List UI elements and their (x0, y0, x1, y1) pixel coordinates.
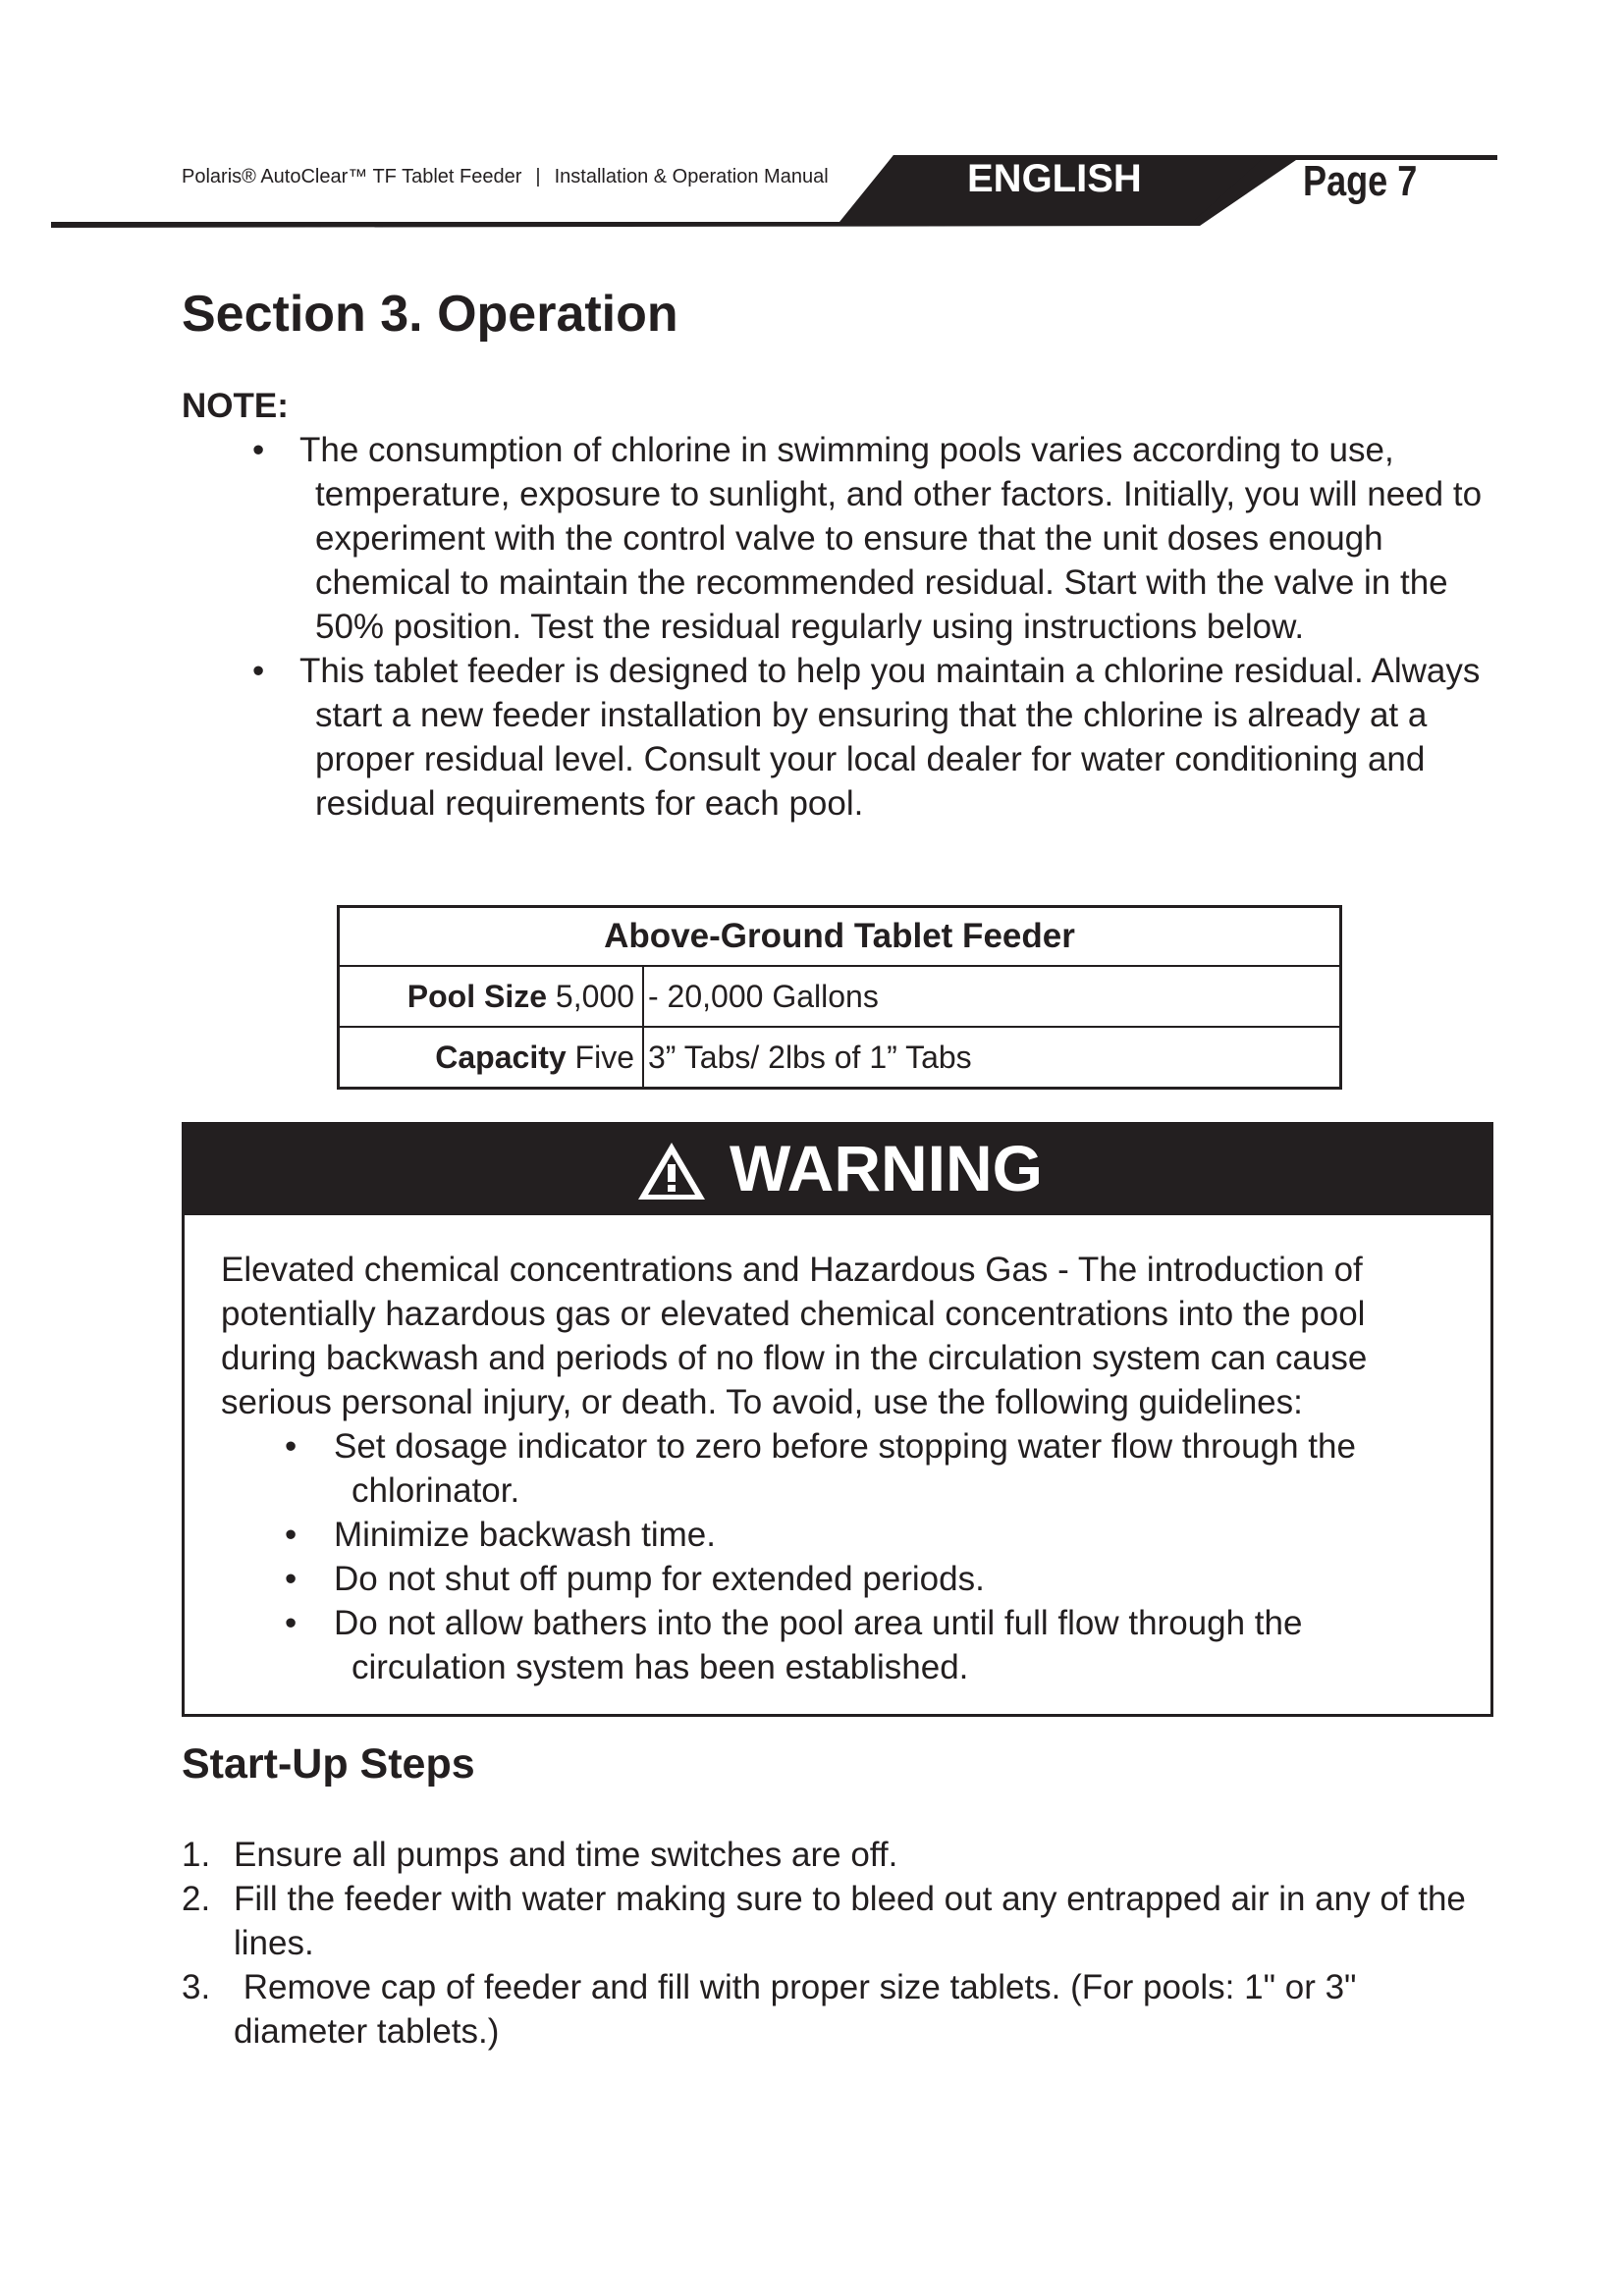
spec-value: 3” Tabs/ 2lbs of 1” Tabs (643, 1027, 1341, 1089)
spec-value: - 20,000 Gallons (643, 966, 1341, 1027)
startup-title: Start-Up Steps (182, 1740, 475, 1788)
table-row (339, 1027, 1341, 1089)
list-item: 3. Remove cap of feeder and fill with proper size tablets. (For pools: 1" or 3" diameter tablets.) (182, 1968, 1367, 2051)
page-number: Page 7 (1303, 157, 1418, 205)
warning-item: • Minimize backwash time. (285, 1516, 716, 1554)
warning-triangle-icon (636, 1141, 707, 1201)
warning-header (185, 1125, 1490, 1215)
note-list (252, 428, 1497, 826)
note-label: NOTE: (182, 387, 289, 425)
warning-item: • Set dosage indicator to zero before stopping water flow through the chlorinator. (285, 1427, 1356, 1510)
header-manual-title (182, 166, 829, 188)
warning-intro: Elevated chemical concentrations and Hazardous Gas - The introduction of potentially hazardous gas or elevated chemical concentrations into the pool during backwash and periods of no flow in the circulation system can cause serious personal injury, or death. To avoid, use the following guidelines: (221, 1251, 1368, 1421)
list-item: 2. Fill the feeder with water making sure to bleed out any entrapped air in any of the lines. (182, 1880, 1466, 1962)
warning-item: • Do not shut off pump for extended periods. (285, 1560, 985, 1598)
warning-title: WARNING (730, 1132, 1043, 1204)
spec-table (337, 905, 1342, 1090)
header-manual: Installation & Operation Manual (554, 166, 829, 187)
warning-body (221, 1248, 1458, 1689)
warning-box (182, 1122, 1493, 1717)
list-item: 1. Ensure all pumps and time switches are off. (182, 1836, 898, 1874)
note-item: • The consumption of chlorine in swimming pools varies according to use, temperature, exposure to sunlight, and other factors. Initially, you will need to experiment with the control valve to ensure that the unit doses enough chemical to maintain the recommended residual. Start with the valve in the 50% position. Test the residual regularly using instructions below. (252, 431, 1483, 646)
spec-label: Pool Size 5,000 (339, 966, 644, 1027)
warning-item: • Do not allow bathers into the pool area until full flow through the circulation system has been established. (285, 1604, 1303, 1686)
startup-steps-list (182, 1833, 1497, 2054)
header-brand: Polaris® AutoClear™ TF Tablet Feeder (182, 166, 522, 187)
table-row (339, 966, 1341, 1027)
warning-list (285, 1424, 1458, 1689)
header-separator: | (535, 166, 541, 187)
spec-table-title: Above-Ground Tablet Feeder (339, 907, 1341, 967)
language-label: ENGLISH (967, 157, 1142, 200)
note-item: • This tablet feeder is designed to help you maintain a chlorine residual. Always start a new feeder installation by ensuring that the chlorine is already at a proper residual level. Consult your local dealer for water conditioning and residual requirements for each pool. (252, 652, 1481, 823)
spec-label: Capacity Five (339, 1027, 644, 1089)
section-title: Section 3. Operation (182, 286, 678, 343)
